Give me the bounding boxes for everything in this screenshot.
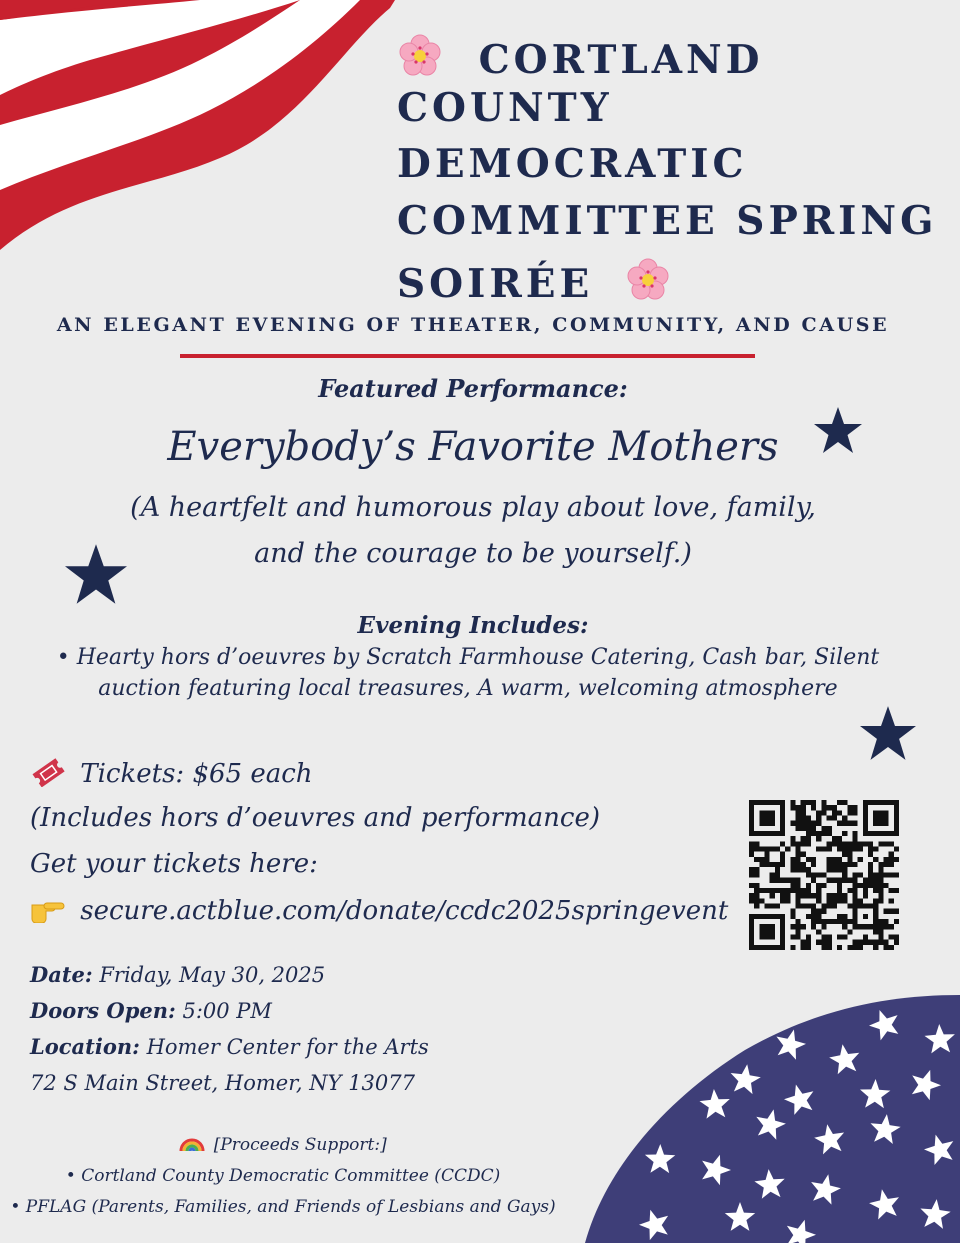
tickets-cta: Get your tickets here: <box>30 849 318 879</box>
ticket-icon <box>30 757 66 787</box>
location-value: Homer Center for the Arts <box>146 1035 429 1059</box>
play-description-line-1: (A heartfelt and humorous play about love, family, <box>130 492 816 523</box>
rainbow-icon <box>179 1134 205 1152</box>
tickets-url-link[interactable]: secure.actblue.com/donate/ccdc2025springevent <box>80 896 729 926</box>
date-value: Friday, May 30, 2025 <box>99 963 326 987</box>
star-icon <box>813 406 863 454</box>
doors-label: Doors Open: <box>30 998 176 1023</box>
tickets-url-row <box>30 895 728 926</box>
date-label: Date: <box>30 962 93 987</box>
includes-label: Evening Includes: <box>357 612 589 639</box>
title-text-1: CORTLAND <box>478 37 764 83</box>
title-line-4: COMMITTEE SPRING <box>397 198 938 244</box>
doors-value: 5:00 PM <box>182 999 272 1023</box>
star-icon <box>63 543 129 605</box>
includes-line-2: auction featuring local treasures, A warm, welcoming atmosphere <box>98 676 838 701</box>
featured-label: Featured Performance: <box>318 374 628 403</box>
date-row <box>30 962 325 987</box>
proceeds-item-1: • Cortland County Democratic Committee (CCDC) <box>65 1166 501 1186</box>
location-label: Location: <box>30 1034 140 1059</box>
flag-stars-graphic <box>585 990 960 1243</box>
qr-code[interactable] <box>748 800 900 950</box>
play-title: Everybody’s Favorite Mothers <box>167 424 779 470</box>
doors-row <box>30 998 272 1023</box>
star-icon <box>858 705 918 761</box>
includes-line-1: • Hearty hors d’oeuvres by Scratch Farmhouse Catering, Cash bar, Silent <box>56 645 880 670</box>
pointing-hand-icon <box>30 895 66 923</box>
address-row: 72 S Main Street, Homer, NY 13077 <box>30 1071 416 1095</box>
proceeds-item-2: • PFLAG (Parents, Families, and Friends of Lesbians and Gays) <box>10 1197 556 1217</box>
event-subtitle: AN ELEGANT EVENING OF THEATER, COMMUNITY, AND CAUSE <box>56 314 890 336</box>
tickets-price <box>30 757 313 789</box>
location-row <box>30 1034 429 1059</box>
proceeds-label-row <box>0 1134 566 1155</box>
cherry-blossom-icon <box>625 257 671 303</box>
tickets-includes: (Includes hors d’oeuvres and performance) <box>30 803 600 833</box>
proceeds-label: [Proceeds Support:] <box>213 1135 387 1155</box>
tickets-price-text: Tickets: $65 each <box>80 759 313 789</box>
title-line-5 <box>397 257 671 307</box>
cherry-blossom-icon <box>397 33 443 79</box>
title-line-2: COUNTY <box>397 85 613 131</box>
title-text-5: SOIRÉE <box>397 261 594 307</box>
divider-rule <box>180 354 755 358</box>
play-description-line-2: and the courage to be yourself.) <box>254 538 692 569</box>
flag-stripes-graphic <box>0 0 395 250</box>
title-line-3: DEMOCRATIC <box>397 141 748 187</box>
title-line-1 <box>397 33 764 83</box>
